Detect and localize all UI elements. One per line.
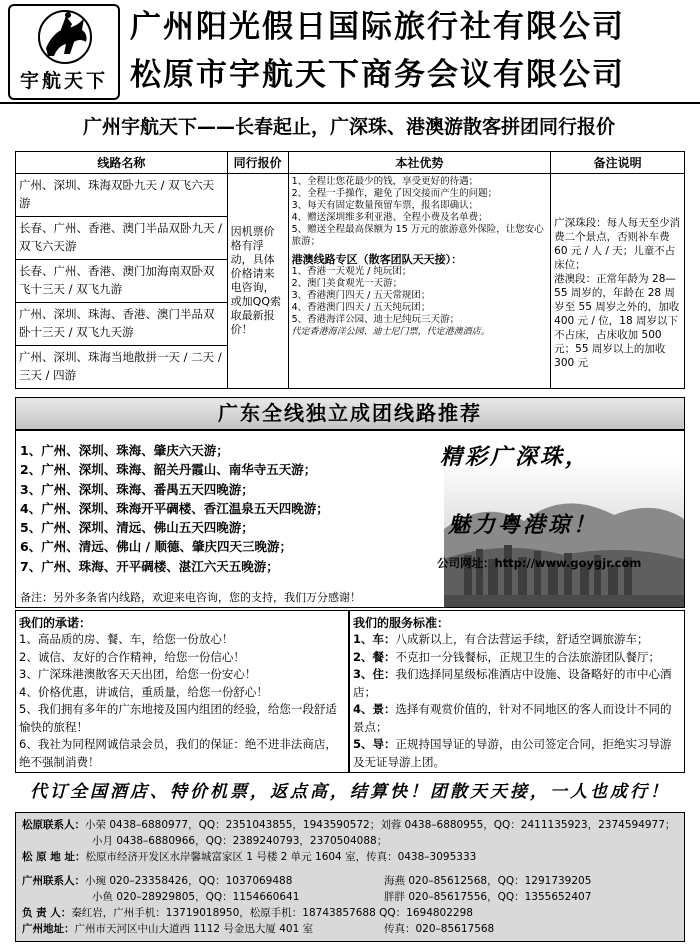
songyuan-contact-2: 小月 0438–6880966，QQ：2389240793，2370504088； <box>92 835 388 847</box>
songyuan-contact-line-1 <box>22 817 675 833</box>
hk-item: 3、香港澳门四天 / 五天常规团； <box>291 290 431 301</box>
list-item <box>353 649 681 667</box>
guangzhou-contact-b1: 海燕 020–85612568，QQ：1291739205 <box>384 875 592 887</box>
remarks-cell <box>551 174 685 389</box>
hk-item: 4、香港澳门四天 / 五天纯玩团； <box>291 302 431 313</box>
col-header-route: 线路名称 <box>16 152 228 174</box>
route-cell: 广州、深圳、珠海双卧九天 / 双飞六天游 <box>16 174 228 217</box>
service-text: 正规持国导证的导游，由公司签定合同，拒绝实习导游及无证导游上团。 <box>353 737 672 769</box>
hk-item: 1、香港一天观光 / 纯玩团； <box>291 266 412 277</box>
songyuan-contact-1: 小荣 0438–6880977，QQ：2351043855，1943590572；刘蓉 0438–6880955，QQ：2411135923，2374594977； <box>85 819 676 831</box>
col-header-advantage: 本社优势 <box>288 152 551 174</box>
advantage-item: 5、赠送全程最高保额为 15 万元的旅游意外保险，让您安心旅游； <box>291 224 544 247</box>
service-text: 选择有观赏价值的，针对不同地区的客人而设计不同的景点； <box>353 702 672 734</box>
website-link[interactable]: http://www.goygjr.com <box>494 556 642 570</box>
hk-ticket-note: 代定香港海洋公园、迪士尼门票，代定港澳酒店。 <box>291 327 490 337</box>
list-item: 4、广州、深圳、珠海开平碉楼、香江温泉五天四晚游； <box>20 500 329 516</box>
songyuan-address: 松原市经济开发区水岸馨城富家区 1 号楼 2 单元 1604 室，传真：0438–3095333 <box>85 851 477 863</box>
header <box>0 0 700 104</box>
hk-item: 2、澳门美食观光一天游； <box>291 278 403 289</box>
list-item: 2、广州、深圳、珠海、韶关丹霞山、南华寺五天游； <box>20 462 317 478</box>
section-banner: 广东全线独立成团线路推荐 <box>15 397 685 430</box>
company-logo <box>8 4 120 100</box>
advantage-item: 3、每天有固定数量预留车票，报名即确认； <box>291 200 479 211</box>
booking-slogan: 代订全国酒店、特价机票，返点高，结算快！团散天天接，一人也成行！ <box>30 782 670 802</box>
list-item: 6、我社为同程网诚信录会员，我们的保证：绝不进非法商店，绝不强制消费！ <box>19 737 337 769</box>
list-item <box>353 701 681 736</box>
list-item <box>353 666 681 701</box>
promise-box <box>15 610 349 773</box>
list-item: 5、广州、深圳、清远、佛山五天四晚游； <box>20 520 254 536</box>
service-title: 我们的服务标准： <box>353 616 450 630</box>
advantage-item: 4、赠送深圳维多利亚港、全程小费及名单费； <box>291 212 488 223</box>
guangzhou-address-label: 广州地址： <box>22 923 75 935</box>
guangzhou-contact-label: 广州联系人： <box>22 875 85 887</box>
route-cell: 广州、深圳、珠海当地散拼一天 / 二天 / 三天 / 四游 <box>16 346 228 389</box>
slogan-2: 魅力粤港琼！ <box>448 512 599 538</box>
company-name-1: 广州阳光假日国际旅行社有限公司 <box>130 9 625 45</box>
service-box <box>349 610 685 773</box>
remark-item: 广深珠段：每人每天至少消费二个景点，否则补车费 60 元 / 人 / 天；儿童不占床位； <box>554 217 681 271</box>
manager-line <box>22 905 473 921</box>
service-head: 1、车： <box>353 632 396 646</box>
service-text: 八成新以上，有合法营运手续，舒适空调旅游车； <box>395 632 649 646</box>
list-item: 5、我们拥有多年的广东地接及国内组团的经验，给您一段舒适愉快的旅程！ <box>19 702 337 734</box>
hk-zone-title: 港澳线路专区（散客团队天天接）： <box>291 253 463 266</box>
recommended-note: 备注：另外多条省内线路，欢迎来电咨询，您的支持，我们万分感谢！ <box>20 591 361 604</box>
service-head: 5、导： <box>353 737 396 751</box>
recommended-list <box>20 441 380 576</box>
list-item: 3、广州、深圳、珠海、番禺五天四晚游； <box>20 481 254 497</box>
guangzhou-contact-a2: 小鱼 020–28929805，QQ：1154660641 <box>92 891 300 903</box>
list-item: 6、广州、清远、佛山 / 顺德、肇庆四天三晚游； <box>20 539 292 555</box>
list-item <box>353 631 681 649</box>
guangzhou-address: 广州市天河区中山大道西 1112 号金迅大厦 401 室 <box>74 923 314 935</box>
advantage-item: 2、全程一手操作，避免了因交接而产生的问题； <box>291 188 498 199</box>
page-headline: 广州宇航天下——长春起止，广深珠、港澳游散客拼团同行报价 <box>82 116 615 138</box>
list-item: 2、诚信、友好的合作精神，给您一份信心！ <box>19 649 245 664</box>
route-cell: 长春、广州、香港、澳门半品双卧九天 / 双飞六天游 <box>16 217 228 260</box>
hk-item: 5、香港海洋公园、迪士尼纯玩三天游； <box>291 314 460 325</box>
songyuan-address-line <box>22 849 476 865</box>
guangzhou-address-line <box>22 921 313 937</box>
songyuan-contact-label: 松原联系人： <box>22 819 85 831</box>
promise-list <box>19 631 345 771</box>
logo-text: 宇航天下 <box>19 70 108 92</box>
manager-label: 负 责 人： <box>22 907 72 919</box>
list-item: 1、广州、深圳、珠海、肇庆六天游； <box>20 443 229 458</box>
songyuan-address-label: 松 原 地 址： <box>22 851 86 863</box>
guangzhou-fax: 传真：020–85617568 <box>384 923 495 935</box>
route-cell: 广州、深圳、珠海、香港、澳门半品双卧十三天 / 双飞九天游 <box>16 303 228 346</box>
guangzhou-contact-b2: 胖胖 020–85617556，QQ：1355652407 <box>384 891 592 903</box>
list-item <box>353 736 681 771</box>
manager-info: 秦红岩，广州手机：13719018950，松原手机：18743857688 QQ：1694802298 <box>71 907 473 919</box>
company-name-2: 松原市宇航天下商务会议有限公司 <box>130 57 625 93</box>
website-line <box>437 555 641 571</box>
col-header-price: 同行报价 <box>227 152 288 174</box>
service-head: 4、景： <box>353 702 396 716</box>
website-label: 公司网址： <box>437 556 495 570</box>
advantage-item: 1、全程让您花最少的钱，享受更好的待遇； <box>291 176 479 187</box>
list-item: 7、广州、珠海、开平碉楼、湛江六天五晚游； <box>20 558 279 574</box>
price-note: 因机票价格有浮动，具体价格请来电咨询，或加QQ索取最新报价！ <box>227 174 288 389</box>
list-item: 1、高品质的房、餐、车，给您一份放心！ <box>19 632 234 646</box>
service-list <box>353 631 681 771</box>
advantages-cell <box>288 174 551 389</box>
list-item: 3、广深珠港澳散客天天出团，给您一份安心！ <box>19 667 257 681</box>
list-item: 4、价格优惠，讲诚信，重质量，给您一份舒心！ <box>19 684 268 699</box>
rider-horse-icon <box>34 8 96 66</box>
route-price-table <box>15 151 685 389</box>
remark-item: 港澳段：正常年龄为 28—55 周岁的，年龄在 28 周岁至 55 周岁之外的，加收 400 元 / 位，18 周岁以下不占床，占床收加 500 元；55 周岁以上的加收 300 元 <box>554 273 680 369</box>
service-head: 3、住： <box>353 667 396 681</box>
service-text: 不克扣一分钱餐标，正规卫生的合法旅游团队餐厅； <box>395 649 661 664</box>
guangzhou-contact-a1: 小琬 020–23358426，QQ：1037069488 <box>85 875 293 887</box>
service-text: 我们选择同星级标准酒店中设施、设备略好的市中心酒店； <box>353 667 672 699</box>
route-cell: 长春、广州、香港、澳门加海南双卧双飞十三天 / 双飞九游 <box>16 260 228 303</box>
slogan-1: 精彩广深珠， <box>440 444 591 470</box>
service-head: 2、餐： <box>353 649 396 664</box>
contact-panel <box>15 812 685 942</box>
col-header-remarks: 备注说明 <box>551 152 685 174</box>
guangzhou-contact-line-1 <box>22 873 292 889</box>
promise-title: 我们的承诺： <box>19 616 92 630</box>
